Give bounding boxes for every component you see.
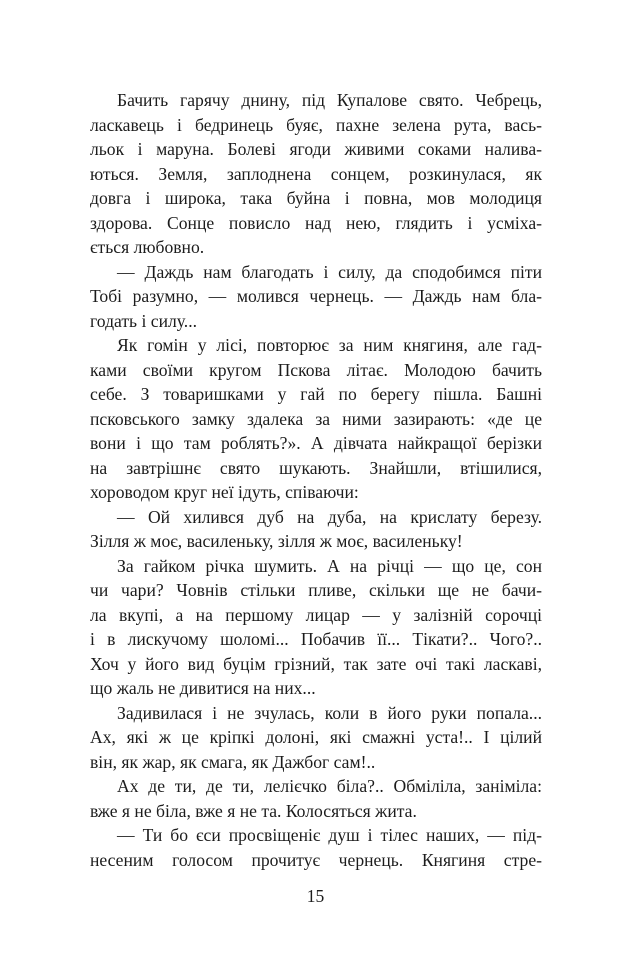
- text-line: Задивилася і не зчулась, коли в його руки попала...: [117, 702, 542, 723]
- text-line: годать і силу...: [90, 310, 198, 331]
- text-line: несеним голосом прочитує чернець. Княгиня стре-: [90, 849, 542, 870]
- text-line: довга і широка, така буйна і повна, мов молодиця: [90, 188, 542, 208]
- text-line: Хоч у його вид буцім грізний, так зате очі такі ласкаві,: [90, 653, 542, 674]
- text-line: Ах де ти, де ти, лелієчко біла?.. Обміліла, заніміла:: [117, 776, 542, 796]
- text-line: Бачить гарячу днину, під Купалове свято. Чебрець,: [117, 90, 542, 110]
- text-line: Ах, які ж це кріпкі долоні, які смажні уста!.. І цілий: [90, 727, 542, 747]
- text-line: Як гомін у лісі, повторює за ним княгиня, але гад-: [117, 335, 542, 355]
- text-line: на завтрішнє свято шукають. Знайшли, втішилися,: [90, 457, 542, 478]
- text-line: що жаль не дивитися на них...: [90, 678, 316, 698]
- text-line: здорова. Сонце повисло над нею, глядить і усміха-: [90, 212, 542, 233]
- text-line: ла вкупі, а на першому лицар — у залізній сорочці: [90, 604, 542, 625]
- text-line: ється любовно.: [90, 237, 205, 257]
- body-text: [90, 88, 542, 872]
- text-line: Тобі разумно, — молився чернець. — Даждь нам бла-: [90, 286, 542, 306]
- text-line: вони і що там роблять?». А дівчата найкращої берізки: [90, 433, 542, 453]
- text-line: — Ой хилився дуб на дуба, на крислату березу.: [117, 506, 542, 527]
- page-number: 15: [306, 886, 325, 906]
- text-line: він, як жар, як смага, як Дажбог сам!..: [90, 751, 376, 772]
- text-line: псковського замку здалека за ними зазирають: «де це: [90, 408, 542, 429]
- text-line: ються. Земля, заплоднена сонцем, розкинулася, як: [90, 163, 542, 184]
- text-line: хороводом круг неї ідуть, співаючи:: [90, 482, 359, 502]
- text-line: льок і маруна. Болеві ягоди живими соками налива-: [90, 139, 542, 159]
- text-line: За гайком річка шумить. А на річці — що це, сон: [117, 555, 542, 576]
- text-line: — Даждь нам благодать і силу, да сподобимся піти: [117, 261, 542, 282]
- text-line: ками своїми кругом Пскова літає. Молодою бачить: [90, 359, 542, 380]
- text-line: — Ти бо єси просвіщеніє душ і тілес наших, — під-: [117, 825, 542, 845]
- text-line: і в лискучому шоломі... Побачив її... Тікати?.. Чого?..: [90, 629, 542, 649]
- text-line: вже я не біла, вже я не та. Колосяться жита.: [90, 800, 417, 821]
- text-line: ласкавець і бедринець буяє, пахне зелена рута, вась-: [90, 114, 542, 135]
- text-line: себе. З товаришками у гай по берегу пішла. Башні: [90, 384, 542, 404]
- text-line: чи чари? Човнів стільки пливе, скільки ще не бачи-: [90, 580, 542, 600]
- text-line: Зілля ж моє, василеньку, зілля ж моє, василеньку!: [90, 531, 463, 551]
